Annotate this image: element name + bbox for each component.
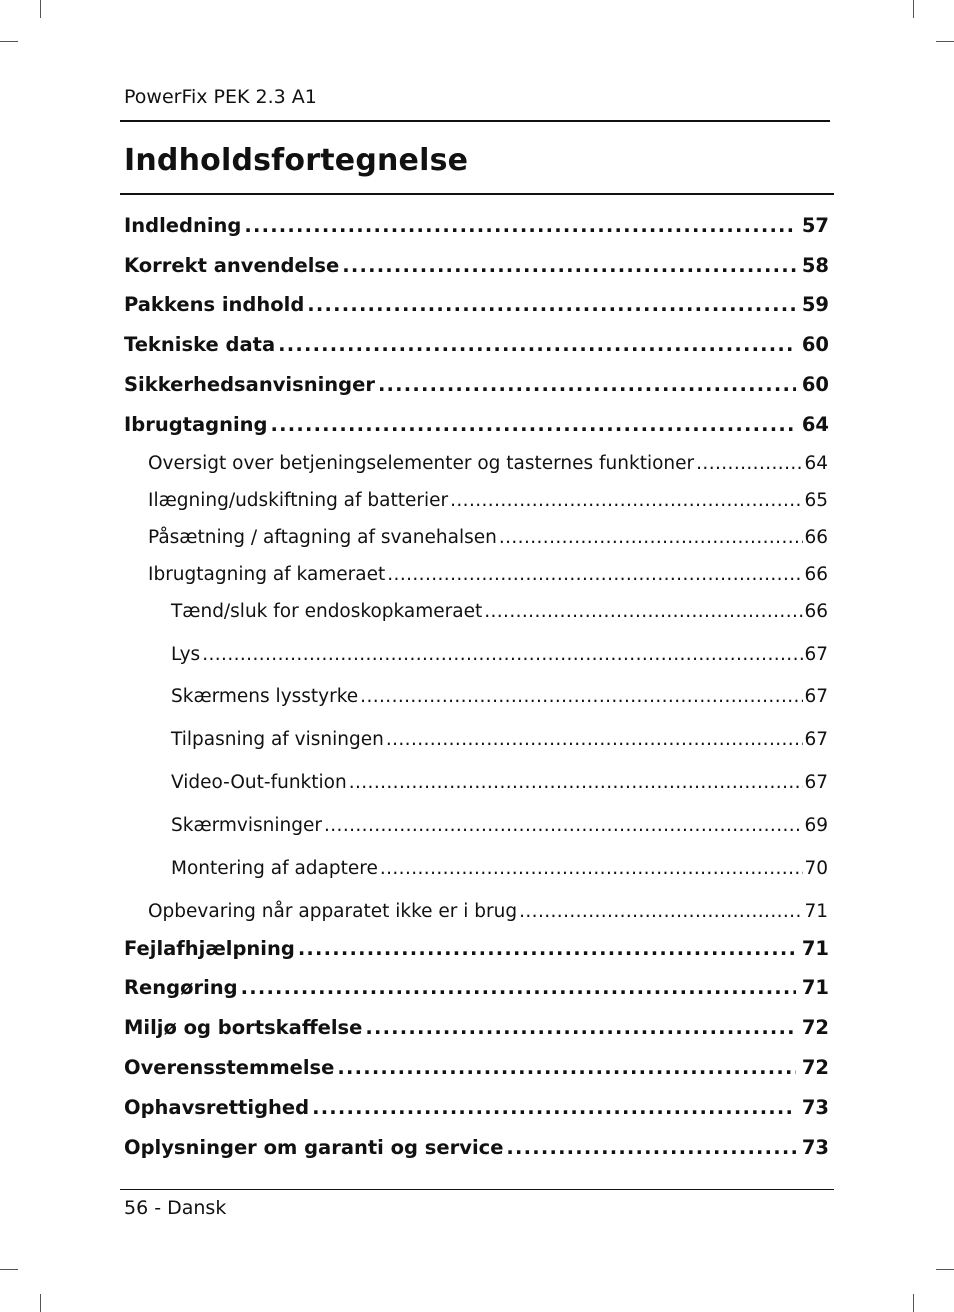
toc-leader-dots [380,858,804,879]
toc-entry [148,527,828,548]
toc-entry [148,490,828,511]
toc-leader-dots [271,413,796,436]
footer-rule [120,1189,834,1190]
toc-entry-page: 71 [804,901,828,922]
toc-entry-title: Lys [171,644,201,665]
toc-leader-dots [365,1016,796,1039]
crop-mark [0,1269,18,1270]
toc-leader-dots [349,772,804,793]
toc-entry [124,976,829,999]
toc-entry [124,254,829,277]
title-rule [120,193,834,195]
toc-entry [124,293,829,316]
toc-entry-title: Skærmvisninger [171,815,322,836]
toc-entry-title: Skærmens lysstyrke [171,686,359,707]
toc-entry-title: Ibrugtagning af kameraet [148,564,386,585]
toc-entry-title: Ophavsrettighed [124,1096,310,1119]
toc-entry-page: 64 [804,453,828,474]
toc-entry-page: 60 [801,333,829,356]
toc-leader-dots [298,937,796,960]
toc-entry [124,413,829,436]
toc-entry [124,937,829,960]
toc-entry-title: Opbevaring når apparatet ikke er i brug [148,901,518,922]
toc-entry-page: 72 [801,1056,829,1079]
toc-entry [124,1096,829,1119]
toc-leader-dots [506,1136,795,1159]
toc-entry-title: Fejlafhjælpning [124,937,295,960]
toc-entry-page: 72 [801,1016,829,1039]
toc-leader-dots [519,901,803,922]
toc-entry-title: Ilægning/udskiftning af batterier [148,490,449,511]
toc-entry-title: Video-Out-funktion [171,772,347,793]
toc-leader-dots [484,601,803,622]
toc-entry-title: Rengøring [124,976,238,999]
toc-entry-page: 67 [804,644,828,665]
page-header: PowerFix PEK 2.3 A1 [124,86,317,108]
toc-entry-title: Ibrugtagning [124,413,268,436]
toc-leader-dots [337,1056,795,1079]
toc-entry [148,901,828,922]
toc-entry-page: 73 [801,1096,829,1119]
crop-mark [936,41,954,42]
crop-mark [913,1294,914,1312]
toc-entry-page: 70 [804,858,828,879]
toc-entry-page: 66 [804,527,828,548]
header-rule [120,120,830,122]
toc-entry [124,214,829,237]
toc-entry [171,815,828,836]
toc-entry-page: 69 [804,815,828,836]
crop-mark [40,0,41,18]
toc-entry-title: Sikkerhedsanvisninger [124,373,375,396]
toc-entry-page: 58 [801,254,829,277]
toc-entry-page: 57 [801,214,829,237]
toc-entry-page: 59 [801,293,829,316]
crop-mark [913,0,914,18]
toc-entry-title: Oplysninger om garanti og service [124,1136,504,1159]
toc-entry [124,373,829,396]
toc-entry [124,333,829,356]
toc-entry-page: 64 [801,413,829,436]
toc-entry [171,686,828,707]
toc-leader-dots [360,686,803,707]
toc-entry-page: 67 [804,729,828,750]
toc-entry-page: 73 [801,1136,829,1159]
page-footer: 56 - Dansk [124,1197,227,1219]
toc-entry [148,453,828,474]
toc-entry-page: 71 [801,976,829,999]
toc-entry [171,644,828,665]
toc-leader-dots [387,564,803,585]
toc-entry [171,729,828,750]
toc-leader-dots [202,644,803,665]
toc-leader-dots [312,1096,796,1119]
toc-entry-page: 71 [801,937,829,960]
crop-mark [936,1269,954,1270]
toc-leader-dots [342,254,796,277]
toc-entry [171,772,828,793]
toc-leader-dots [499,527,804,548]
toc-entry-page: 66 [804,564,828,585]
toc-entry [124,1136,829,1159]
toc-entry-title: Overensstemmelse [124,1056,335,1079]
toc-entry-title: Tænd/sluk for endoskopkameraet [171,601,483,622]
toc-entry-title: Indledning [124,214,242,237]
toc-leader-dots [378,373,796,396]
toc-leader-dots [278,333,796,356]
toc-leader-dots [324,815,803,836]
toc-leader-dots [307,293,796,316]
toc-entry-page: 66 [804,601,828,622]
toc-entry-page: 67 [804,686,828,707]
toc-entry [124,1016,829,1039]
toc-leader-dots [386,729,804,750]
crop-mark [40,1294,41,1312]
toc-entry-title: Miljø og bortskaffelse [124,1016,363,1039]
toc-entry-page: 67 [804,772,828,793]
toc-entry-title: Tilpasning af visningen [171,729,384,750]
toc-leader-dots [241,976,796,999]
toc-entry-title: Tekniske data [124,333,276,356]
toc-entry [124,1056,829,1079]
toc-entry-page: 60 [801,373,829,396]
toc-entry [148,564,828,585]
crop-mark [0,41,18,42]
toc-entry-title: Påsætning / aftagning af svanehalsen [148,527,497,548]
toc-entry [171,858,828,879]
page-title: Indholdsfortegnelse [124,143,469,178]
toc-leader-dots [696,453,803,474]
toc-entry-title: Montering af adaptere [171,858,378,879]
toc-entry [171,601,828,622]
toc-entry-title: Pakkens indhold [124,293,305,316]
toc-entry-title: Oversigt over betjeningselementer og tasternes funktioner [148,453,695,474]
toc-leader-dots [450,490,803,511]
toc-leader-dots [244,214,795,237]
toc-entry-page: 65 [804,490,828,511]
toc-entry-title: Korrekt anvendelse [124,254,340,277]
